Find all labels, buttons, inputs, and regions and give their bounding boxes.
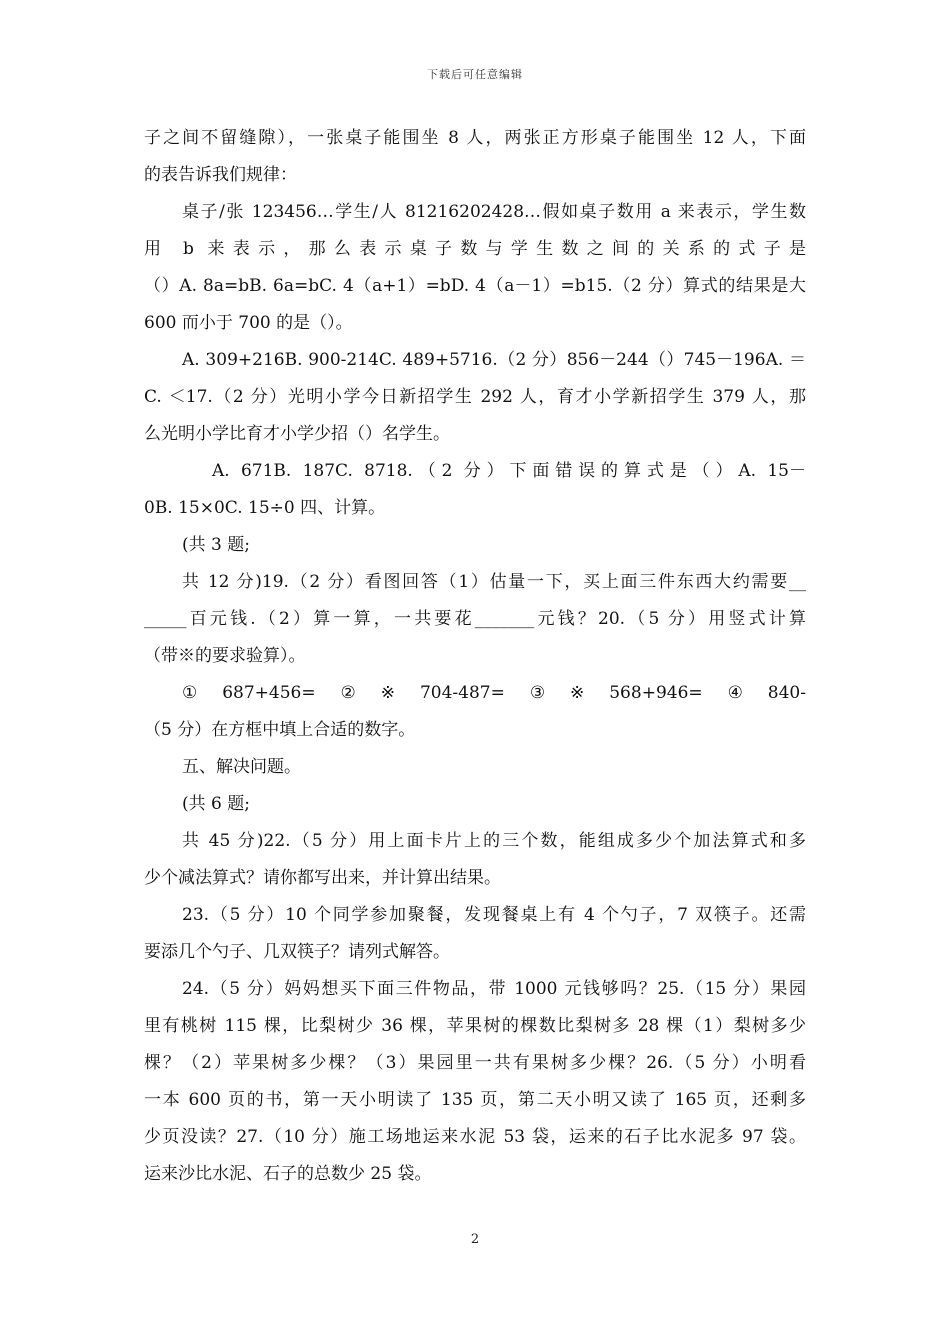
text-line: ①687+456=②※704-487=③※568+946=④840- <box>182 683 806 703</box>
text-line: 24.（5 分）妈妈想买下面三件物品，带 1000 元钱够吗？25.（15 分）果园 <box>182 979 806 999</box>
text-line: 运来沙比水泥、石子的总数少 25 袋。 <box>144 1164 432 1184</box>
page-number: 2 <box>470 1232 480 1247</box>
text-line: C. ＜17.（2 分）光明小学今日新招学生 292 人，育才小学新招学生 379 人，那 <box>144 387 806 407</box>
text-line: 子之间不留缝隙），一张桌子能围坐 8 人，两张正方形桌子能围坐 12 人，下面 <box>144 128 806 148</box>
text-line: 少个减法算式？请你都写出来，并计算出结果。 <box>144 868 501 888</box>
text-line: 五、解决问题。 <box>182 757 301 777</box>
text-line: _____百元钱.（2）算一算，一共要花_______元钱？20.（5 分）用竖式计算 <box>144 609 806 629</box>
text-line: 共 45 分)22.（5 分）用上面卡片上的三个数，能组成多少个加法算式和多 <box>182 831 806 851</box>
text-line: 用 b 来表示，那么表示桌子数与学生数之间的关系的式子是 <box>144 239 806 259</box>
text-line: 0B. 15×0C. 15÷0 四、计算。 <box>144 498 386 518</box>
text-line: 600 而小于 700 的是（）。 <box>144 313 353 333</box>
text-line: 要添几个勺子、几双筷子？请列式解答。 <box>144 942 450 962</box>
text-line: 棵？（2）苹果树多少棵？（3）果园里一共有果树多少棵？26.（5 分）小明看 <box>144 1053 806 1073</box>
text-line: 23.（5 分）10 个同学参加聚餐，发现餐桌上有 4 个勺子，7 双筷子。还需 <box>182 905 806 925</box>
page-header: 下载后可任意编辑 <box>427 68 523 81</box>
text-line: 么光明小学比育才小学少招（）名学生。 <box>144 424 450 444</box>
text-line: （5 分）在方框中填上合适的数字。 <box>144 720 416 740</box>
text-line: 的表告诉我们规律： <box>144 165 297 185</box>
document-body <box>144 120 806 1193</box>
text-line: 桌子/张 123456…学生/人 81216202428…假如桌子数用 a 来表示，学生数 <box>182 202 806 222</box>
text-line: 少页没读？27.（10 分）施工场地运来水泥 53 袋，运来的石子比水泥多 97 袋。 <box>144 1127 806 1147</box>
text-line: 共 12 分)19.（2 分）看图回答（1）估量一下，买上面三件东西大约需要__ <box>182 572 806 592</box>
text-line: (共 6 题; <box>182 794 250 814</box>
text-line: （带※的要求验算）。 <box>144 646 306 666</box>
text-line: 一本 600 页的书，第一天小明读了 135 页，第二天小明又读了 165 页，还剩多 <box>144 1090 806 1110</box>
text-line: （）A. 8a=bB. 6a=bC. 4（a+1）=bD. 4（a－1）=b15.（2 分）算式的结果是大 <box>144 276 806 296</box>
text-line: (共 3 题; <box>182 535 250 555</box>
text-line: A. 671B. 187C. 8718.（2 分）下面错误的算式是（）A. 15－ <box>212 461 806 481</box>
text-line: 里有桃树 115 棵，比梨树少 36 棵，苹果树的棵数比梨树多 28 棵（1）梨树多少 <box>144 1016 806 1036</box>
text-line: A. 309+216B. 900-214C. 489+5716.（2 分）856－244（）745－196A. ＝ <box>182 350 806 370</box>
